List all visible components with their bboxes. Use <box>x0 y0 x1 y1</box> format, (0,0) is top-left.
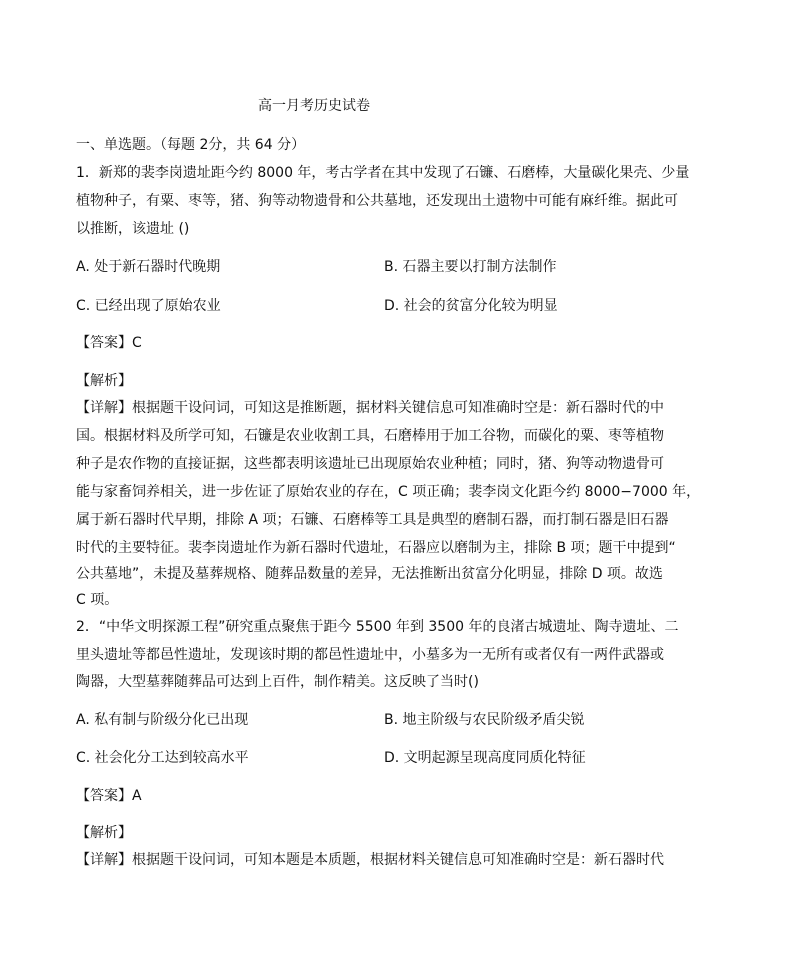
q1-answer: 【答案】C <box>76 335 142 351</box>
q2-option-d: D. 文明起源呈现高度同质化特征 <box>384 750 586 766</box>
q1-option-b: B. 石器主要以打制方法制作 <box>384 259 557 275</box>
q1-detail-line-5: 属于新石器时代早期，排除 A 项；石镰、石磨棒等工具是典型的磨制石器，而打制石器是旧石器 <box>76 512 669 528</box>
q1-stem-line-2: 植物种子，有粟、枣等，猪、狗等动物遗骨和公共墓地，还发现出土遗物中可能有麻纤维。据此可 <box>76 193 678 209</box>
q1-option-c: C. 已经出现了原始农业 <box>76 298 221 314</box>
page-title: 高一月考历史试卷 <box>258 98 370 114</box>
q1-detail-line-1: 【详解】根据题干设问词，可知这是推断题，据材料关键信息可知准确时空是：新石器时代的中 <box>76 400 664 416</box>
q1-detail-line-4: 能与家畜饲养相关，进一步佐证了原始农业的存在，C 项正确；裴李岗文化距今约 8000−7000 年， <box>76 484 701 500</box>
q1-analysis-label: 【解析】 <box>76 373 132 389</box>
q1-detail-line-7: 公共墓地”，未提及墓葬规格、随葬品数量的差异，无法推断出贫富分化明显，排除 D 项。故选 <box>76 566 663 582</box>
q2-option-a: A. 私有制与阶级分化已出现 <box>76 712 249 728</box>
q2-analysis-label: 【解析】 <box>76 825 132 841</box>
q1-option-d: D. 社会的贫富分化较为明显 <box>384 298 558 314</box>
section-heading: 一、单选题。（每题 2分，共 64 分） <box>76 137 306 153</box>
q2-option-b: B. 地主阶级与农民阶级矛盾尖锐 <box>384 712 585 728</box>
q2-stem-line-3: 陶器，大型墓葬随葬品可达到上百件，制作精美。这反映了当时() <box>76 674 479 690</box>
q1-detail-line-6: 时代的主要特征。裴李岗遗址作为新石器时代遗址，石器应以磨制为主，排除 B 项；题干中提到“ <box>76 540 676 556</box>
q2-stem-line-1: 2．“中华文明探源工程”研究重点聚焦于距今 5500 年到 3500 年的良渚古城遗址、陶寺遗址、二 <box>76 619 679 635</box>
q1-detail-line-3: 种子是农作物的直接证据，这些都表明该遗址已出现原始农业种植；同时，猪、狗等动物遗骨可 <box>76 456 664 472</box>
q1-stem-line-3: 以推断，该遗址 () <box>76 221 190 237</box>
q1-option-a: A. 处于新石器时代晚期 <box>76 259 221 275</box>
q1-detail-line-2: 国。根据材料及所学可知，石镰是农业收割工具，石磨棒用于加工谷物，而碳化的粟、枣等植物 <box>76 428 664 444</box>
q2-option-c: C. 社会化分工达到较高水平 <box>76 750 249 766</box>
q1-stem-line-1: 1．新郑的裴李岗遗址距今约 8000 年，考古学者在其中发现了石镰、石磨棒，大量碳化果壳、少量 <box>76 165 690 181</box>
q2-detail-line-1: 【详解】根据题干设问词，可知本题是本质题，根据材料关键信息可知准确时空是：新石器时代 <box>76 852 664 868</box>
q2-answer: 【答案】A <box>76 788 142 804</box>
q1-detail-line-8: C 项。 <box>76 592 119 608</box>
q2-stem-line-2: 里头遗址等都邑性遗址，发现该时期的都邑性遗址中，小墓多为一无所有或者仅有一两件武器或 <box>76 647 664 663</box>
